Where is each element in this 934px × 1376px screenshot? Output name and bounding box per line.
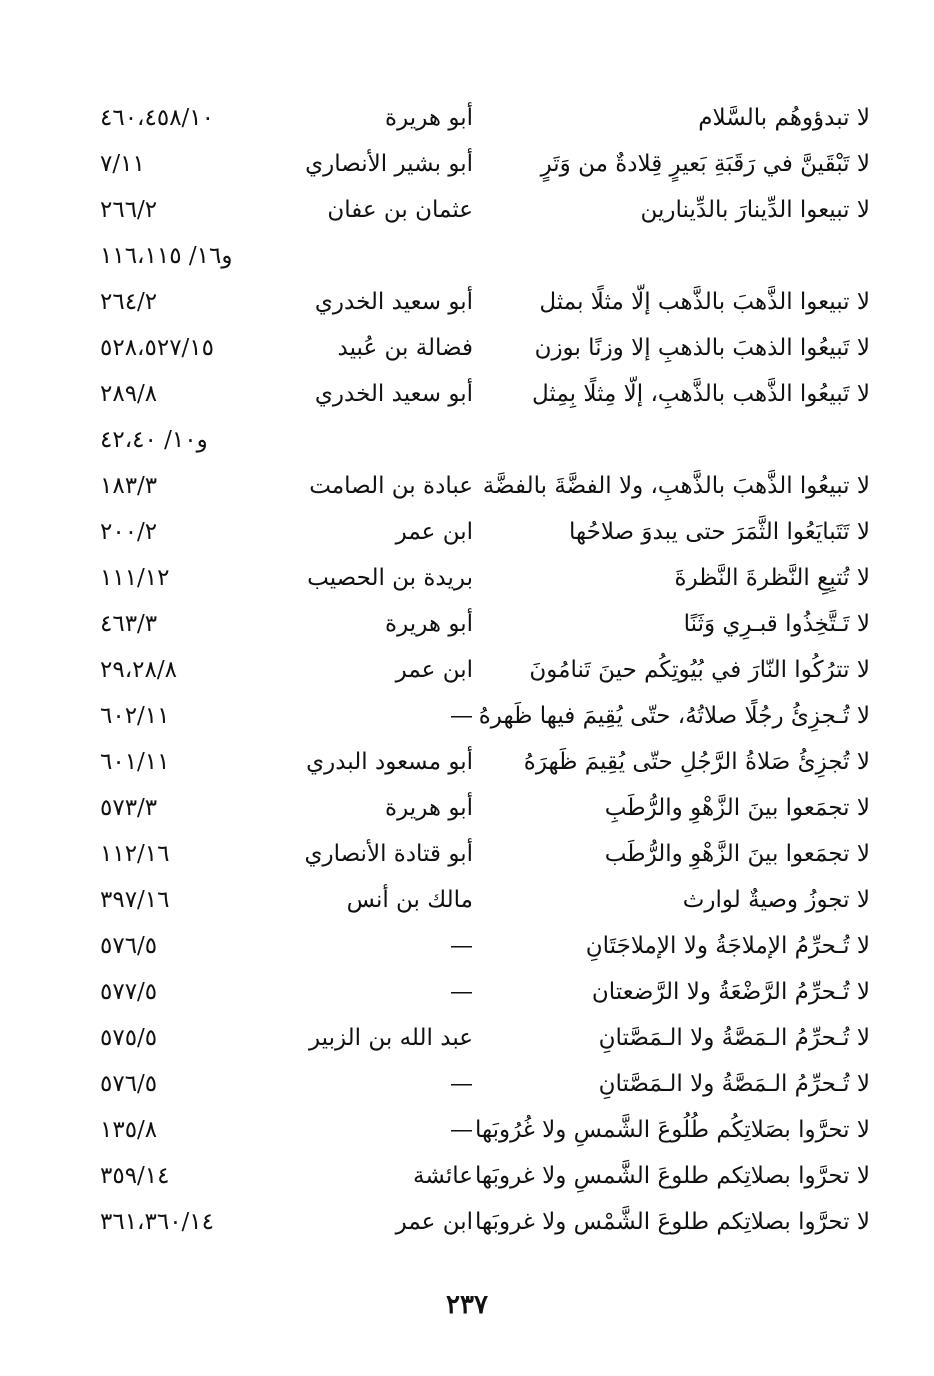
volume-page-ref: ٥٧٥/٥ — [100, 1025, 158, 1051]
hadith-text: لا تترُكُوا النّارَ في بُيُوتِكُم حينَ تَنامُونَ — [529, 657, 870, 683]
volume-page-ref: و١٠/ ٤٢،٤٠ — [100, 427, 208, 453]
narrator-name: أبو هريرة — [385, 611, 473, 637]
table-row — [100, 555, 870, 601]
narrator-name: عائشة — [413, 1163, 473, 1189]
narrator-name: أبو مسعود البدري — [306, 749, 473, 775]
volume-page-ref: ٤٦٣/٣ — [100, 611, 158, 637]
volume-page-ref: ١٨٣/٣ — [100, 473, 158, 499]
table-row — [100, 325, 870, 371]
narrator-name: بريدة بن الحصيب — [307, 565, 473, 591]
table-row — [100, 1015, 870, 1061]
narrator-name: مالك بن أنس — [346, 887, 473, 913]
hadith-text: لا تبيعوا الدِّينارَ بالدِّينارين — [640, 197, 870, 223]
volume-page-ref: ٥٧٧/٥ — [100, 979, 158, 1005]
narrator-name: — — [450, 933, 473, 959]
volume-page-ref: ١٣٥/٨ — [100, 1117, 158, 1143]
table-row — [100, 279, 870, 325]
table-row — [100, 923, 870, 969]
hadith-text: لا تبيعُوا الذَّهبَ بالذَّهبِ، ولا الفضَّةَ بالفضَّة — [482, 473, 870, 499]
table-row — [100, 1061, 870, 1107]
table-row — [100, 785, 870, 831]
table-row — [100, 647, 870, 693]
table-row — [100, 739, 870, 785]
hadith-text: لا تبدؤوهُم بالسَّلام — [698, 105, 870, 131]
table-row — [100, 417, 870, 463]
volume-page-ref: ٣٦١،٣٦٠/١٤ — [100, 1209, 215, 1235]
narrator-name: أبو سعيد الخدري — [314, 289, 473, 315]
hadith-text: لا تُـحرِّمُ الرَّضْعَةُ ولا الرَّضعتان — [591, 979, 870, 1005]
hadith-text: لا تَتَبايَعُوا الثَّمَرَ حتى يبدوَ صلاحُها — [569, 519, 870, 545]
narrator-name: — — [450, 1071, 473, 1097]
narrator-name: عثمان بن عفان — [327, 197, 473, 223]
hadith-text: لا تحرَّوا بصَلاتِكُم طُلُوعَ الشَّمسِ ولا غُرُوبَها — [474, 1117, 870, 1143]
hadith-text: لا تُـحرِّمُ الـمَصَّةُ ولا الـمَصَّتانِ — [598, 1025, 870, 1051]
table-row — [100, 463, 870, 509]
hadith-text: لا تُـحرِّمُ الإملاجَةُ ولا الإملاجَتَانِ — [585, 933, 870, 959]
volume-page-ref: ٣٩٧/١٦ — [100, 887, 170, 913]
volume-page-ref: ١١٢/١٦ — [100, 841, 170, 867]
volume-page-ref: ٥٧٦/٥ — [100, 933, 158, 959]
volume-page-ref: ٢٦٤/٢ — [100, 289, 158, 315]
hadith-text: لا تبيعوا الذَّهبَ بالذَّهب إلّا مثلًا بمثل — [539, 289, 870, 315]
table-row — [100, 831, 870, 877]
volume-page-ref: ٤٦٠،٤٥٨/١٠ — [100, 105, 215, 131]
volume-page-ref: ٦٠٢/١١ — [100, 703, 170, 729]
table-row — [100, 371, 870, 417]
table-row — [100, 509, 870, 555]
narrator-name: — — [450, 1117, 473, 1143]
narrator-name: أبو هريرة — [385, 105, 473, 131]
table-row — [100, 1107, 870, 1153]
narrator-name: أبو سعيد الخدري — [314, 381, 473, 407]
narrator-name: ابن عمر — [395, 1209, 473, 1235]
table-row — [100, 601, 870, 647]
table-row — [100, 1153, 870, 1199]
hadith-text: لا تَـتَّخِذُوا قبـرِي وَثَنًا — [683, 611, 870, 637]
table-row — [100, 969, 870, 1015]
hadith-text: لا تُتبِعِ النَّظرةَ النَّظرةَ — [674, 565, 870, 591]
table-row — [100, 187, 870, 233]
narrator-name: عبادة بن الصامت — [309, 473, 473, 499]
volume-page-ref: ٢٨٩/٨ — [100, 381, 158, 407]
narrator-name: فضالة بن عُبيد — [337, 335, 473, 361]
volume-page-ref: ٢٦٦/٢ — [100, 197, 158, 223]
table-row — [100, 877, 870, 923]
hadith-text: لا تَبيعُوا الذهبَ بالذهبِ إلا وزنًا بوزن — [534, 335, 870, 361]
narrator-name: ابن عمر — [395, 519, 473, 545]
volume-page-ref: ٥٧٣/٣ — [100, 795, 158, 821]
hadith-text: لا تحرَّوا بصلاتِكم طلوعَ الشَّمسِ ولا غروبَها — [474, 1163, 870, 1189]
table-row — [100, 95, 870, 141]
narrator-name: أبو بشير الأنصاري — [305, 151, 473, 177]
volume-page-ref: ٥٧٦/٥ — [100, 1071, 158, 1097]
volume-page-ref: و١٦/ ١١٦،١١٥ — [100, 243, 233, 269]
narrator-name: أبو هريرة — [385, 795, 473, 821]
hadith-text: لا تحرَّوا بصلاتِكم طلوعَ الشَّمْس ولا غروبَها — [474, 1209, 870, 1235]
hadith-index-table — [100, 95, 870, 1245]
table-row — [100, 693, 870, 739]
hadith-text: لا تَبيعُوا الذَّهب بالذَّهبِ، إلّا مِثلًا بِمِثل — [532, 381, 870, 407]
volume-page-ref: ١١١/١٢ — [100, 565, 170, 591]
table-row — [100, 1199, 870, 1245]
volume-page-ref: ٣٥٩/١٤ — [100, 1163, 170, 1189]
hadith-text: لا تجوزُ وصيةٌ لوارث — [682, 887, 870, 913]
narrator-name: — — [450, 979, 473, 1005]
narrator-name: عبد الله بن الزبير — [308, 1025, 473, 1051]
volume-page-ref: ٢٩،٢٨/٨ — [100, 657, 177, 683]
narrator-name: — — [450, 703, 473, 729]
volume-page-ref: ٧/١١ — [100, 151, 145, 177]
volume-page-ref: ٦٠١/١١ — [100, 749, 170, 775]
hadith-text: لا تُـجزِئُ رجُلًا صلاتُهُ، حتّى يُقِيمَ فيها ظَهرهُ — [478, 703, 870, 729]
hadith-text: لا تجمَعوا بينَ الزَّهْوِ والرُّطَب — [604, 841, 870, 867]
narrator-name: أبو قتادة الأنصاري — [304, 841, 473, 867]
narrator-name: ابن عمر — [395, 657, 473, 683]
hadith-text: لا تَبْقَينَّ في رَقَبَةِ بَعيرٍ قِلادةٌ من وَتَرٍ — [540, 151, 870, 177]
table-row — [100, 233, 870, 279]
table-row — [100, 141, 870, 187]
page-number: ٢٣٧ — [446, 1290, 488, 1320]
hadith-text: لا تجمَعوا بينَ الزَّهْوِ والرُّطَبِ — [604, 795, 870, 821]
volume-page-ref: ٢٠٠/٢ — [100, 519, 158, 545]
volume-page-ref: ٥٢٨،٥٢٧/١٥ — [100, 335, 215, 361]
hadith-text: لا تُجزِئُ صَلاةُ الرَّجُلِ حتّى يُقِيمَ ظَهرَهُ — [523, 749, 870, 775]
hadith-text: لا تُـحرِّمُ الـمَصَّةُ ولا الـمَصَّتانِ — [598, 1071, 870, 1097]
